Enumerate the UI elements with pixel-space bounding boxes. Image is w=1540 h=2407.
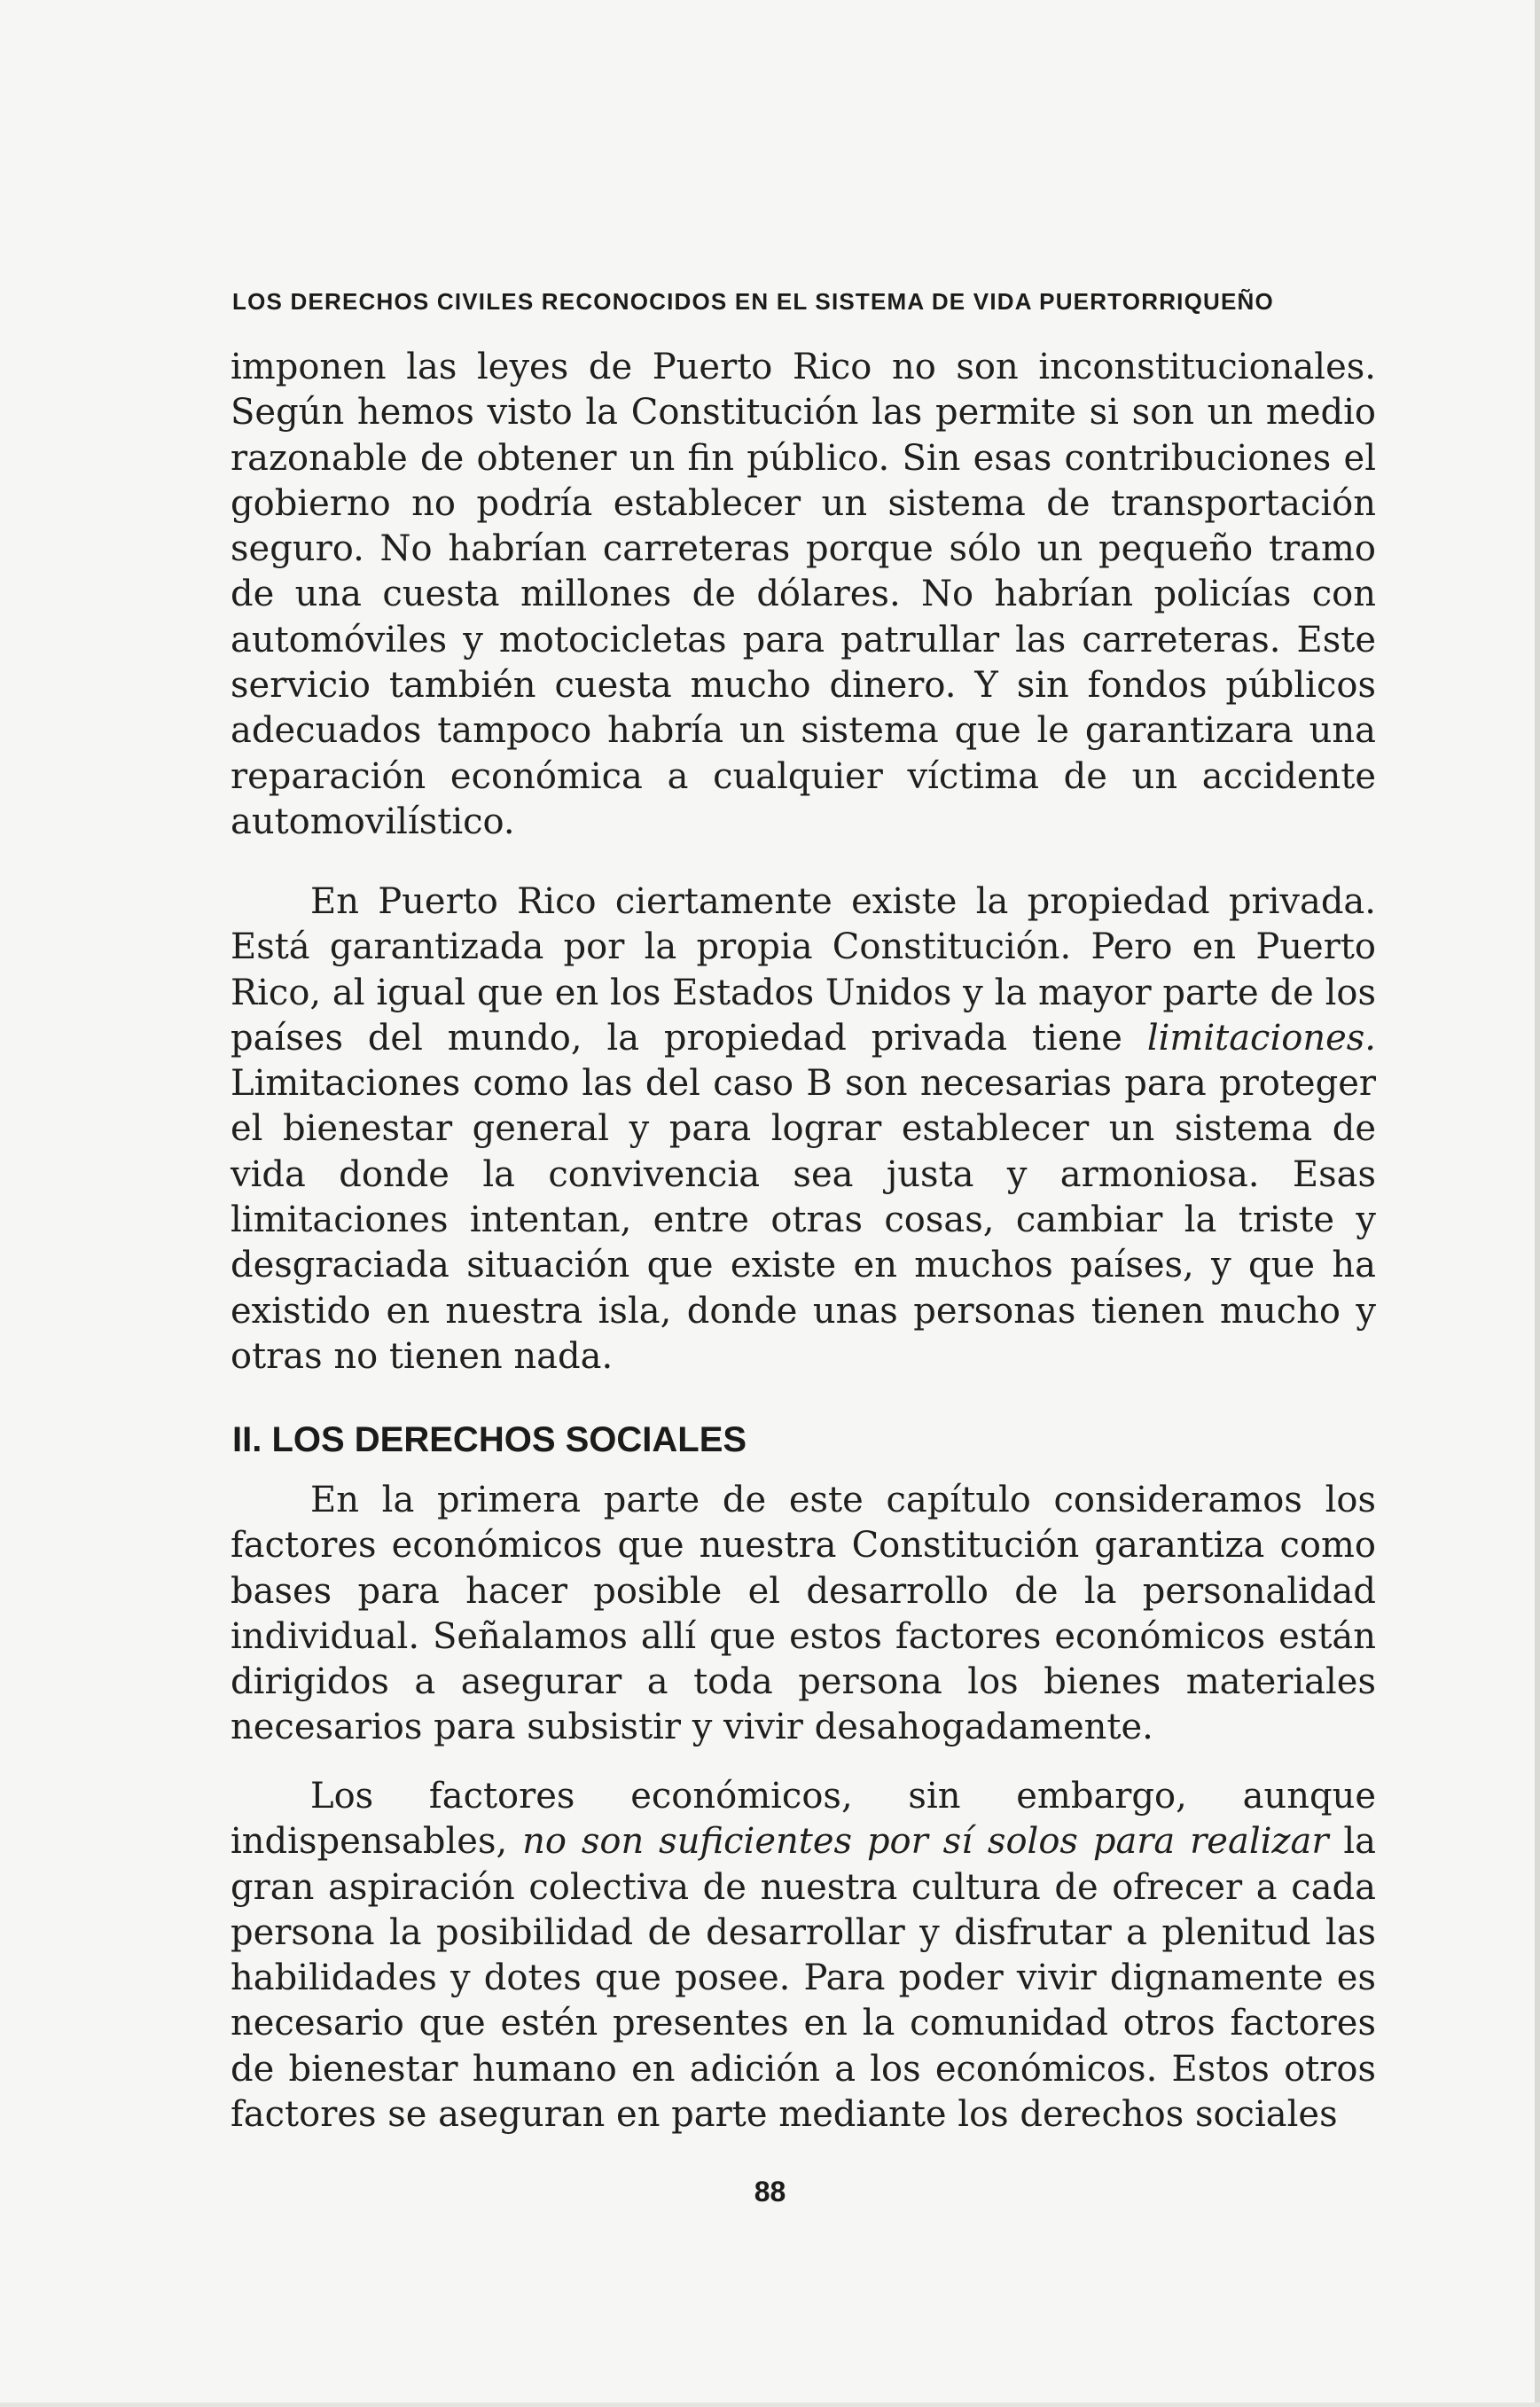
section-heading: II. LOS DERECHOS SOCIALES (232, 1420, 747, 1459)
paragraph-3 (231, 1478, 1376, 1751)
paragraph-3-text: En la primera parte de este capítulo consideramos los factores económicos que nuestra Constitución garantiza como bases para hacer posible el desarrollo de la personalidad individual. Señalamos allí que estos factores económicos están dirigidos a asegurar a toda persona los bienes materiales necesarios para subsistir y vivir desahogadamente. (231, 1480, 1376, 1748)
paragraph-4-part-2: la gran aspiración colectiva de nuestra cultura de ofrecer a cada persona la posibilidad de desarrollar y disfrutar a plenitud las habilidades y dotes que posee. Para poder vivir dignamente es necesario que estén presentes en la comunidad otros factores de bienestar humano en adición a los económicos. Estos otros factores se aseguran en parte mediante los derechos sociales (231, 1821, 1377, 2136)
paragraph-4-text (231, 1774, 1376, 2137)
paragraph-2-emphasis: limitaciones. (1146, 1017, 1376, 1059)
paragraph-4-part-1: Los factores económicos, sin embargo, aunque indispensables, (231, 1776, 1376, 1863)
paragraph-2-part-2: Limitaciones como las del caso B son necesarias para proteger el bienestar general y para lograr establecer un sistema de vida donde la convivencia sea justa y armoniosa. Esas limitaciones intentan, entre otras cosas, cambiar la triste y desgraciada situación que existe en muchos países, y que ha existido en nuestra isla, donde unas personas tienen mucho y otras no tienen nada. (231, 1063, 1376, 1377)
page-edge-bottom (0, 2403, 1540, 2407)
running-head: LOS DERECHOS CIVILES RECONOCIDOS EN EL SISTEMA DE VIDA PUERTORRIQUEÑO (232, 288, 1274, 315)
paragraph-1 (231, 345, 1376, 845)
paragraph-2-part-1: En Puerto Rico ciertamente existe la propiedad privada. Está garantizada por la propia Constitución. Pero en Puerto Rico, al igual que en los Estados Unidos y la mayor parte de los países del mundo, la propiedad privada tiene (231, 881, 1376, 1059)
paragraph-4-emphasis: no son suficientes por sí solos para realizar (522, 1821, 1329, 1863)
page-edge-right (1535, 0, 1540, 2407)
paragraph-4 (231, 1774, 1376, 2137)
paragraph-2-text (231, 879, 1376, 1379)
paragraph-2 (231, 879, 1376, 1379)
paragraph-1-text: imponen las leyes de Puerto Rico no son inconstitucionales. Según hemos visto la Constitución las permite si son un medio razonable de obtener un fin público. Sin esas contribuciones el gobierno no podría establecer un sistema de transportación seguro. No habrían carreteras porque sólo un pequeño tramo de una cuesta millones de dólares. No habrían policías con automóviles y motocicletas para patrullar las carreteras. Este servicio también cuesta mucho dinero. Y sin fondos públicos adecuados tampoco habría un sistema que le garantizara una reparación económica a cualquier víctima de un accidente automovilístico. (231, 347, 1376, 842)
page-number: 88 (754, 2176, 786, 2208)
